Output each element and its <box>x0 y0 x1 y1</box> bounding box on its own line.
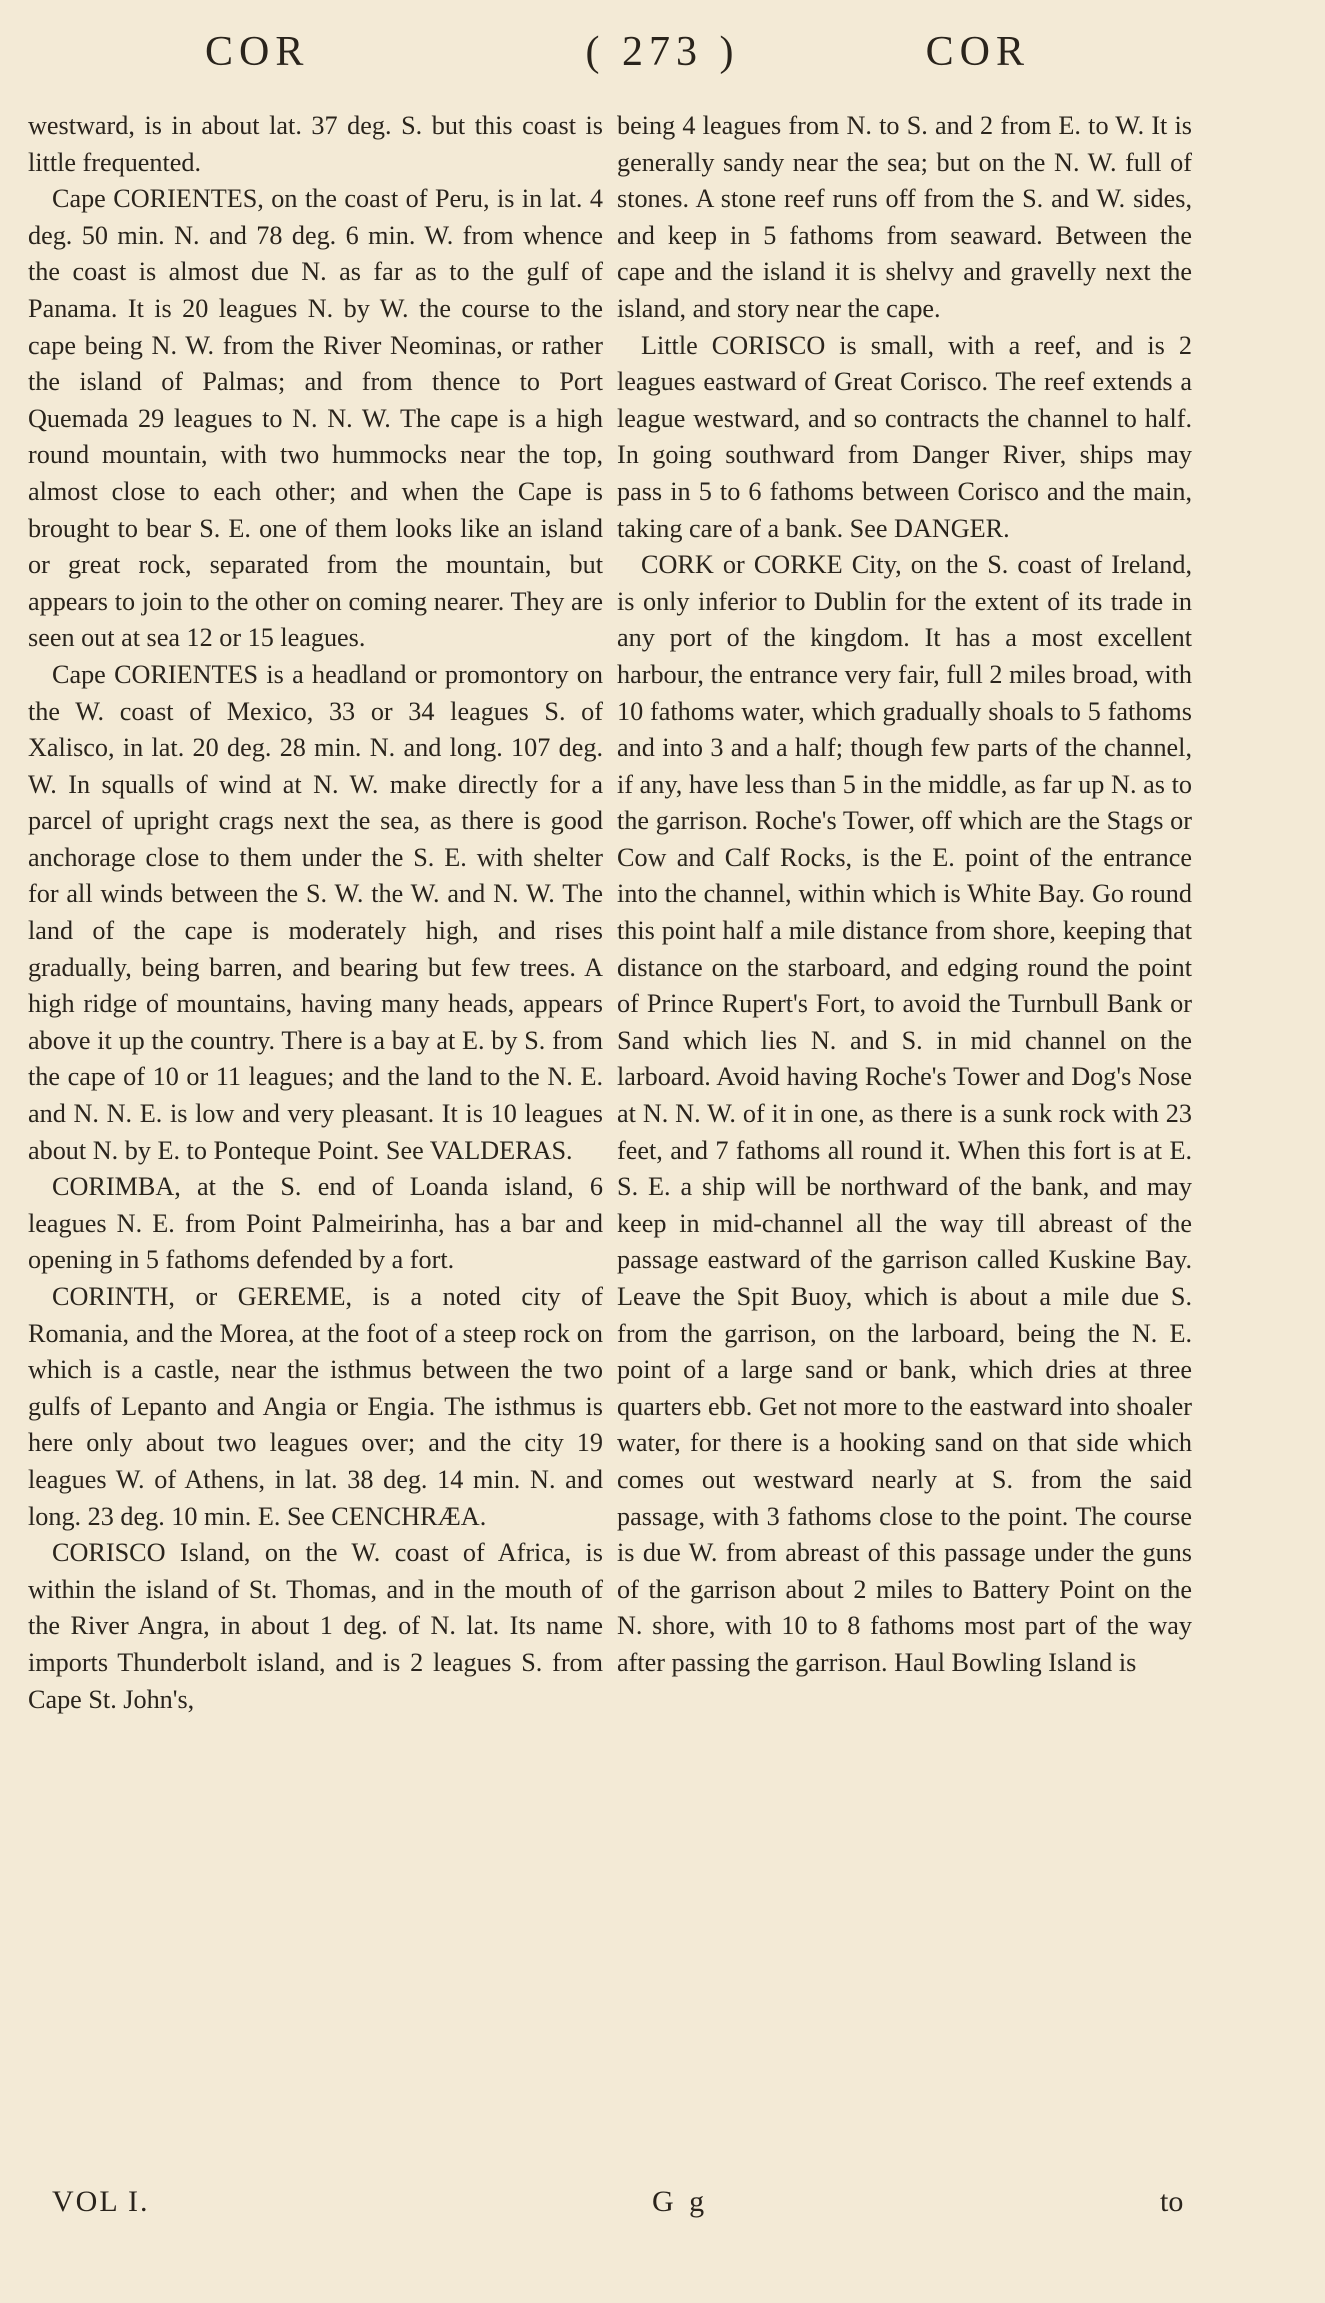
page-number: ( 273 ) <box>585 29 740 75</box>
entry-paragraph: being 4 leagues from N. to S. and 2 from E. to W. It is generally sandy near the sea; but on the N. W. full of stones. A stone reef runs off from the S. and W. sides, and keep in 5 fathoms from seaward. Between the cape and the island it is shelvy and gravelly next the island, and story near the cape. <box>617 111 1192 323</box>
entry-paragraph: Little CORISCO is small, with a reef, and is 2 leagues eastward of Great Corisco. The reef extends a league westward, and so contracts the channel to half. In going southward from Danger River, ships may pass in 5 to 6 fathoms between Corisco and the main, taking care of a bank. See DANGER. <box>617 330 1192 543</box>
entry-paragraph: Cape CORIENTES, on the coast of Peru, is in lat. 4 deg. 50 min. N. and 78 deg. 6 min. W. from whence the coast is almost due N. as far as to the gulf of Panama. It is 20 leagues N. by W. the course to the cape being N. W. from the River Neominas, or rather the island of Palmas; and from thence to Port Quemada 29 leagues to N. N. W. The cape is a high round mountain, with two hummocks near the top, almost close to each other; and when the Cape is brought to bear S. E. one of them looks like an island or great rock, separated from the mountain, but appears to join to the other on coming nearer. They are seen out at sea 12 or 15 leagues. <box>28 184 603 653</box>
page-footer <box>0 2185 1325 2225</box>
signature-mark: G g <box>652 2185 709 2218</box>
entry-paragraph: CORIMBA, at the S. end of Loanda island, 6 leagues N. E. from Point Palmeirinha, has a bar and opening in 5 fathoms defended by a fort. <box>28 1172 603 1275</box>
running-head <box>0 28 1325 88</box>
entry-paragraph: westward, is in about lat. 37 deg. S. but this coast is little frequented. <box>28 111 603 177</box>
volume-label: VOL I. <box>52 2185 150 2218</box>
header-left-guideword: COR <box>205 29 310 75</box>
right-column <box>617 108 1192 1682</box>
entry-paragraph: CORINTH, or GEREME, is a noted city of Romania, and the Morea, at the foot of a steep rock on which is a castle, near the isthmus between the two gulfs of Lepanto and Angia or Engia. The isthmus is here only about two leagues over; and the city 19 leagues W. of Athens, in lat. 38 deg. 14 min. N. and long. 23 deg. 10 min. E. See CENCHRÆA. <box>28 1282 603 1531</box>
header-right-guideword: COR <box>925 29 1030 75</box>
left-column <box>28 108 603 1718</box>
entry-paragraph: CORK or CORKE City, on the S. coast of Ireland, is only inferior to Dublin for the extent of its trade in any port of the kingdom. It has a most excellent harbour, the entrance very fair, full 2 miles broad, with 10 fathoms water, which gradually shoals to 5 fathoms and into 3 and a half; though few parts of the channel, if any, have less than 5 in the middle, as far up N. as to the garrison. Roche's Tower, off which are the Stags or Cow and Calf Rocks, is the E. point of the entrance into the channel, within which is White Bay. Go round this point half a mile distance from shore, keeping that distance on the starboard, and edging round the point of Prince Rupert's Fort, to avoid the Turnbull Bank or Sand which lies N. and S. in mid channel on the larboard. Avoid having Roche's Tower and Dog's Nose at N. N. W. of it in one, as there is a sunk rock with 23 feet, and 7 fathoms all round it. When this fort is at E. S. E. a ship will be northward of the bank, and may keep in mid-channel all the way till abreast of the passage eastward of the garrison called Kuskine Bay. Leave the Spit Buoy, which is about a mile due S. from the garrison, on the larboard, being the N. E. point of a large sand or bank, which dries at three quarters ebb. Get not more to the eastward into shoaler water, for there is a hooking sand on that side which comes out westward nearly at S. from the said passage, with 3 fathoms close to the point. The course is due W. from abreast of this passage under the guns of the garrison about 2 miles to Battery Point on the N. shore, with 10 to 8 fathoms most part of the way after passing the garrison. Haul Bowling Island is <box>617 550 1192 1677</box>
entry-paragraph: Cape CORIENTES is a headland or promontory on the W. coast of Mexico, 33 or 34 leagues S. of Xalisco, in lat. 20 deg. 28 min. N. and long. 107 deg. W. In squalls of wind at N. W. make directly for a parcel of upright crags next the sea, as there is good anchorage close to them under the S. E. with shelter for all winds between the S. W. the W. and N. W. The land of the cape is moderately high, and rises gradually, being barren, and bearing but few trees. A high ridge of mountains, having many heads, appears above it up the country. There is a bay at E. by S. from the cape of 10 or 11 leagues; and the land to the N. E. and N. N. E. is low and very pleasant. It is 10 leagues about N. by E. to Ponteque Point. See VALDERAS. <box>28 659 603 1165</box>
catchword: to <box>1160 2185 1184 2218</box>
entry-paragraph: CORISCO Island, on the W. coast of Africa, is within the island of St. Thomas, and in the mouth of the River Angra, in about 1 deg. of N. lat. Its name imports Thunderbolt island, and is 2 leagues S. from Cape St. John's, <box>28 1538 603 1714</box>
